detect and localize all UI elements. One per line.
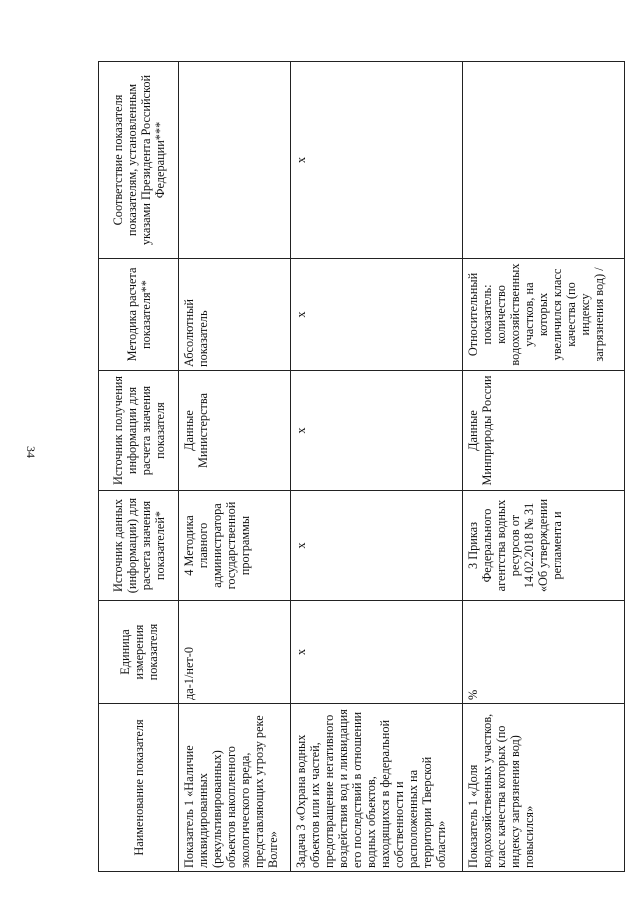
cell-source: 4 Методика главного администратора государственной программы — [179, 491, 291, 601]
cell-compliance: х — [291, 62, 463, 259]
cell-unit: х — [291, 601, 463, 704]
header-indicator-name: Наименование показателя — [99, 704, 179, 872]
header-info-origin: Источник получения информации для расчета значения показателя — [99, 371, 179, 491]
cell-name: Показатель 1 «Доля водохозяйственных участков, класс качества которых (по индексу загрязнения вод) повысился» — [463, 704, 625, 872]
page-number: 34 — [24, 446, 38, 458]
cell-method: Абсолютный показатель — [179, 259, 291, 371]
table-row — [291, 62, 463, 872]
cell-source: х — [291, 491, 463, 601]
table-header-row — [99, 62, 179, 872]
cell-method: Относительный показатель: количество водохозяйственных участков, на которых увеличился класс качества (по индексу загрязнения вод) / — [463, 259, 625, 371]
header-unit: Единица измерения показателя — [99, 601, 179, 704]
table-row — [463, 62, 625, 872]
cell-unit: % — [463, 601, 625, 704]
rotated-table-sheet — [98, 62, 624, 872]
cell-source: 3 Приказ Федерального агентства водных ресурсов от 14.02.2018 № 31 «Об утверждении регламента и — [463, 491, 625, 601]
cell-origin: Данные Министерства — [179, 371, 291, 491]
cell-unit: да-1/нет-0 — [179, 601, 291, 704]
cell-method: х — [291, 259, 463, 371]
indicators-table — [98, 61, 625, 872]
cell-name: Задача 3 «Охрана водных объектов или их частей, предотвращение негативного воздействия вод и ликвидация его последствий в отношении водных объектов, находящихся в федеральной собственности и расположенных на территории Тверской области» — [291, 704, 463, 872]
cell-compliance — [179, 62, 291, 259]
cell-name: Показатель 1 «Наличие ликвидированных (рекультивированных) объектов накопленного экологического вреда, представляющих угрозу реке Волге» — [179, 704, 291, 872]
header-compliance: Соответствие показателя показателям, установленным указами Президента Российской Федерации*** — [99, 62, 179, 259]
cell-origin: Данные Минприроды России — [463, 371, 625, 491]
cell-origin: х — [291, 371, 463, 491]
header-method: Методика расчета показателя** — [99, 259, 179, 371]
header-data-source: Источник данных (информации) для расчета значения показателей* — [99, 491, 179, 601]
table-row — [179, 62, 291, 872]
cell-compliance — [463, 62, 625, 259]
